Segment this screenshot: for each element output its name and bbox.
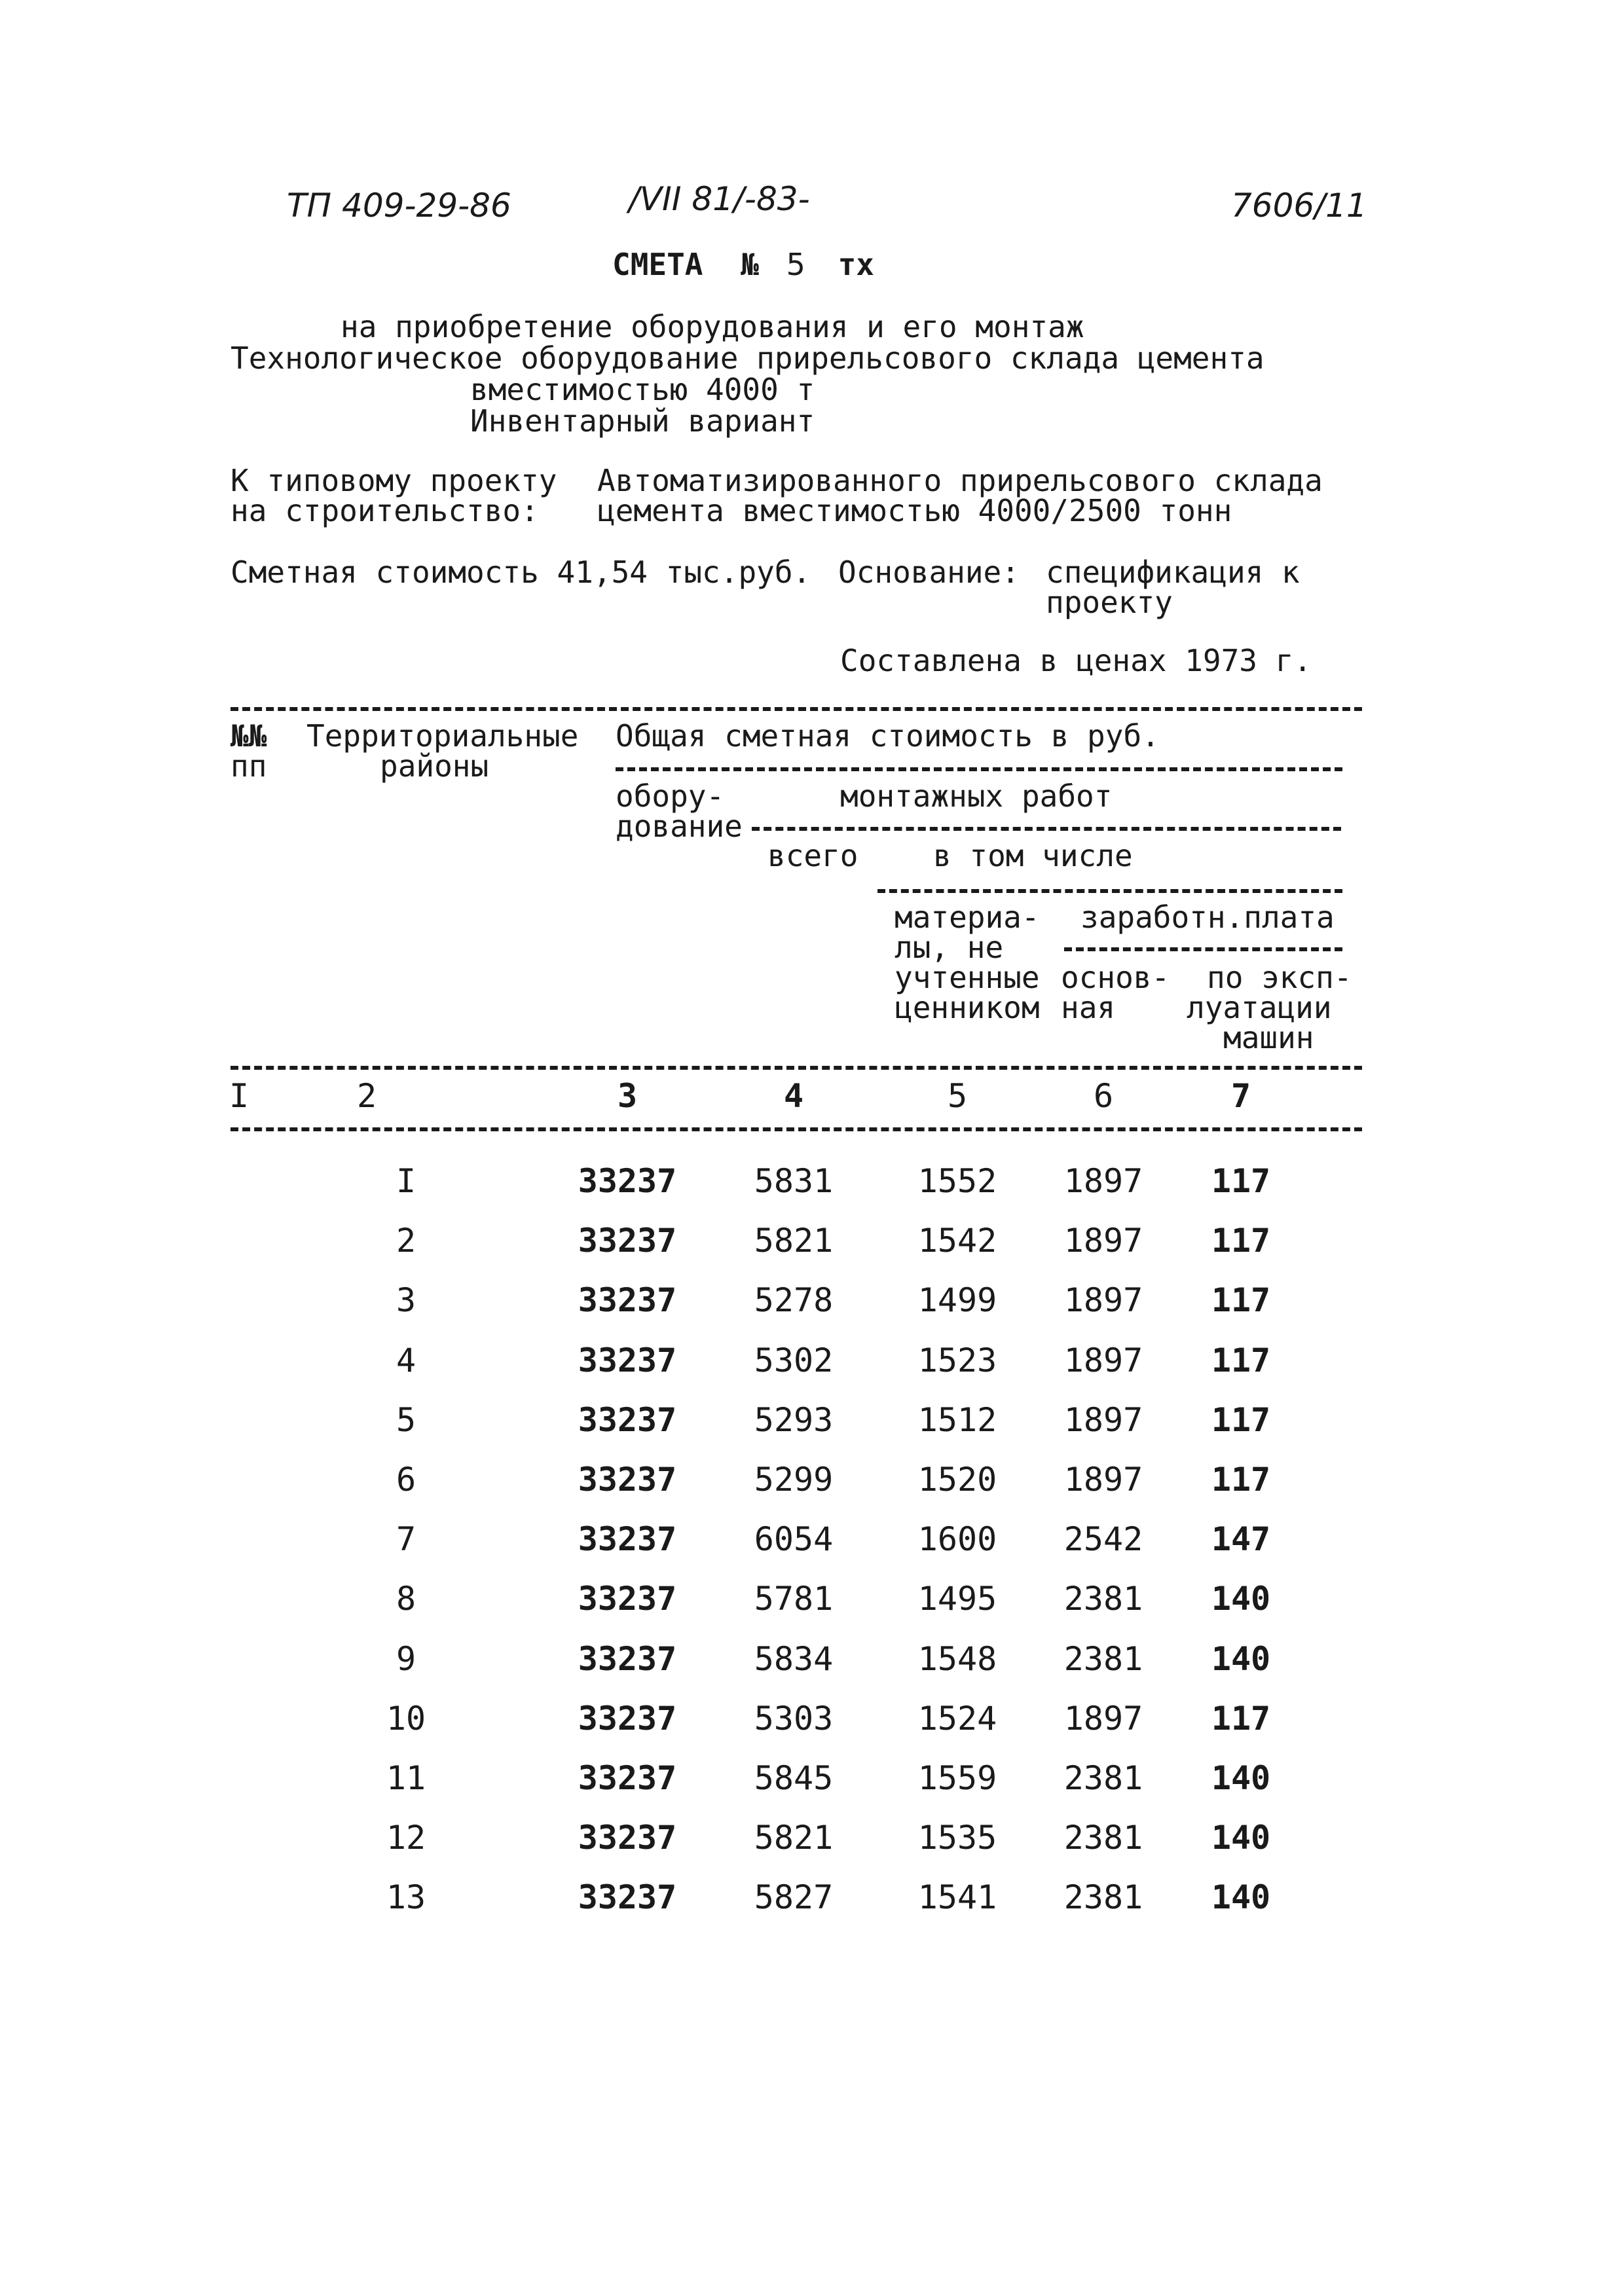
header-machines-line-1: по эксп-	[1207, 960, 1352, 995]
cell-wages-machines: 140	[1211, 1580, 1271, 1618]
header-materials-line-3: учтенные	[895, 960, 1040, 995]
document-code-left: ТП 409-29-86	[287, 187, 511, 225]
cell-wages-machines: 140	[1211, 1640, 1271, 1678]
estimate-title-label: СМЕТА	[612, 247, 703, 282]
header-number-line-1: №№	[231, 718, 267, 754]
header-rule-wages	[1064, 947, 1342, 951]
header-wages-basic-line-1: основ-	[1061, 960, 1170, 995]
cell-wages-machines: 117	[1211, 1461, 1271, 1499]
cell-materials: 1552	[917, 1162, 997, 1200]
cell-equipment: 33237	[578, 1878, 677, 1916]
cell-equipment: 33237	[578, 1700, 677, 1738]
cell-materials: 1523	[917, 1341, 997, 1379]
estimate-number: 5	[786, 247, 805, 282]
cell-region: 7	[396, 1520, 416, 1558]
header-rule-cost	[616, 767, 1342, 771]
subtitle-line-3: вместимостью 4000 т	[470, 372, 815, 407]
cell-equipment: 33237	[578, 1401, 677, 1439]
cell-materials: 1541	[917, 1878, 997, 1916]
cell-equipment: 33237	[578, 1281, 677, 1319]
column-number-2: 2	[356, 1077, 377, 1115]
cell-wages-basic: 1897	[1063, 1700, 1143, 1738]
cell-install-total: 5278	[754, 1281, 834, 1319]
cell-install-total: 5831	[754, 1162, 834, 1200]
cell-install-total: 5299	[754, 1461, 834, 1499]
cell-materials: 1520	[917, 1461, 997, 1499]
cell-wages-basic: 1897	[1063, 1162, 1143, 1200]
column-number-4: 4	[783, 1077, 804, 1115]
cell-wages-basic: 1897	[1063, 1281, 1143, 1319]
subtitle-line-4: Инвентарный вариант	[470, 403, 815, 439]
cell-equipment: 33237	[578, 1520, 677, 1558]
document-code-right: 7606/11	[1231, 187, 1367, 225]
cell-region: 5	[396, 1401, 416, 1439]
cell-region: 6	[396, 1461, 416, 1499]
cell-materials: 1512	[917, 1401, 997, 1439]
column-numbers-rule	[231, 1127, 1362, 1131]
project-label-line-1: К типовому проекту	[231, 463, 557, 498]
cell-equipment: 33237	[578, 1640, 677, 1678]
cell-equipment: 33237	[578, 1759, 677, 1797]
subtitle-line-2: Технологическое оборудование прирельсового склада цемента	[231, 340, 1264, 376]
header-bottom-rule	[231, 1066, 1362, 1070]
cell-region: 12	[386, 1819, 426, 1857]
cell-materials: 1548	[917, 1640, 997, 1678]
cell-wages-machines: 117	[1211, 1341, 1271, 1379]
header-materials-line-4: ценником	[895, 990, 1040, 1025]
column-number-1: I	[229, 1077, 249, 1115]
cell-wages-machines: 147	[1211, 1520, 1271, 1558]
cell-wages-basic: 1897	[1063, 1401, 1143, 1439]
cell-wages-basic: 2542	[1063, 1520, 1143, 1558]
column-number-5: 5	[947, 1077, 968, 1115]
document-code-middle: /VII 81/-83-	[629, 180, 810, 218]
header-machines-line-2: луатации	[1187, 990, 1332, 1025]
cell-wages-machines: 140	[1211, 1819, 1271, 1857]
header-equipment-line-1: обору-	[616, 778, 725, 814]
cell-wages-machines: 117	[1211, 1700, 1271, 1738]
estimate-title	[612, 249, 874, 280]
cell-wages-machines: 140	[1211, 1759, 1271, 1797]
cell-equipment: 33237	[578, 1162, 677, 1200]
cell-install-total: 5827	[754, 1878, 834, 1916]
header-materials-line-1: материа-	[895, 900, 1040, 935]
cell-wages-basic: 1897	[1063, 1222, 1143, 1260]
cell-materials: 1600	[917, 1520, 997, 1558]
column-number-6: 6	[1093, 1077, 1114, 1115]
cell-wages-basic: 1897	[1063, 1461, 1143, 1499]
header-rule-incl	[877, 889, 1342, 893]
cell-region: 4	[396, 1341, 416, 1379]
subtitle-line-1: на приобретение оборудования и его монтаж	[341, 309, 1084, 344]
cell-region: 2	[396, 1222, 416, 1260]
project-value-line-1: Автоматизированного прирельсового склада	[597, 463, 1323, 498]
estimate-number-sign: №	[741, 247, 759, 282]
cell-equipment: 33237	[578, 1819, 677, 1857]
cell-wages-basic: 2381	[1063, 1878, 1143, 1916]
cell-install-total: 5821	[754, 1222, 834, 1260]
header-machines-line-3: машин	[1223, 1020, 1314, 1055]
cell-wages-basic: 2381	[1063, 1759, 1143, 1797]
cell-wages-basic: 1897	[1063, 1341, 1143, 1379]
cell-wages-machines: 140	[1211, 1878, 1271, 1916]
cell-install-total: 5781	[754, 1580, 834, 1618]
cell-materials: 1559	[917, 1759, 997, 1797]
cell-materials: 1542	[917, 1222, 997, 1260]
cell-wages-machines: 117	[1211, 1222, 1271, 1260]
estimate-suffix: тх	[838, 247, 874, 282]
basis-value-line-2: проекту	[1046, 585, 1173, 620]
header-including: в том числе	[933, 838, 1133, 873]
cell-wages-basic: 2381	[1063, 1580, 1143, 1618]
header-region-line-2: районы	[380, 748, 489, 784]
cell-materials: 1495	[917, 1580, 997, 1618]
cell-install-total: 5293	[754, 1401, 834, 1439]
header-wages: заработн.плата	[1080, 900, 1335, 935]
project-value-line-2: цемента вместимостью 4000/2500 тонн	[597, 493, 1232, 528]
cell-region: 3	[396, 1281, 416, 1319]
cell-wages-basic: 2381	[1063, 1640, 1143, 1678]
cell-region: 9	[396, 1640, 416, 1678]
cell-materials: 1535	[917, 1819, 997, 1857]
cell-install-total: 6054	[754, 1520, 834, 1558]
cell-region: I	[396, 1162, 416, 1200]
cell-equipment: 33237	[578, 1461, 677, 1499]
cell-equipment: 33237	[578, 1341, 677, 1379]
header-number-line-2: пп	[231, 748, 267, 784]
cell-region: 11	[386, 1759, 426, 1797]
cell-region: 13	[386, 1878, 426, 1916]
prices-note: Составлена в ценах 1973 г.	[840, 643, 1312, 678]
cell-wages-basic: 2381	[1063, 1819, 1143, 1857]
cell-region: 8	[396, 1580, 416, 1618]
header-rule-install	[752, 827, 1341, 831]
project-label-line-2: на строительство:	[231, 493, 539, 528]
cell-equipment: 33237	[578, 1222, 677, 1260]
header-installation: монтажных работ	[840, 778, 1113, 814]
header-wages-basic-line-2: ная	[1061, 990, 1116, 1025]
cell-equipment: 33237	[578, 1580, 677, 1618]
column-number-7: 7	[1230, 1077, 1251, 1115]
cell-materials: 1524	[917, 1700, 997, 1738]
cell-wages-machines: 117	[1211, 1401, 1271, 1439]
cell-install-total: 5303	[754, 1700, 834, 1738]
cell-install-total: 5821	[754, 1819, 834, 1857]
column-number-3: 3	[617, 1077, 638, 1115]
cell-install-total: 5845	[754, 1759, 834, 1797]
basis-label: Основание:	[838, 555, 1020, 590]
estimated-cost: Сметная стоимость 41,54 тыс.руб.	[231, 555, 811, 590]
cell-install-total: 5302	[754, 1341, 834, 1379]
header-equipment-line-2: дование	[616, 809, 743, 844]
table-top-rule	[231, 707, 1362, 711]
basis-value-line-1: спецификация к	[1046, 555, 1300, 590]
header-materials-line-2: лы, не	[895, 930, 1004, 965]
cell-region: 10	[386, 1700, 426, 1738]
cell-wages-machines: 117	[1211, 1162, 1271, 1200]
cell-materials: 1499	[917, 1281, 997, 1319]
header-total-cost: Общая сметная стоимость в руб.	[616, 718, 1160, 754]
cell-install-total: 5834	[754, 1640, 834, 1678]
cell-wages-machines: 117	[1211, 1281, 1271, 1319]
header-installation-total: всего	[767, 838, 858, 873]
header-region-line-1: Территориальные	[306, 718, 579, 754]
